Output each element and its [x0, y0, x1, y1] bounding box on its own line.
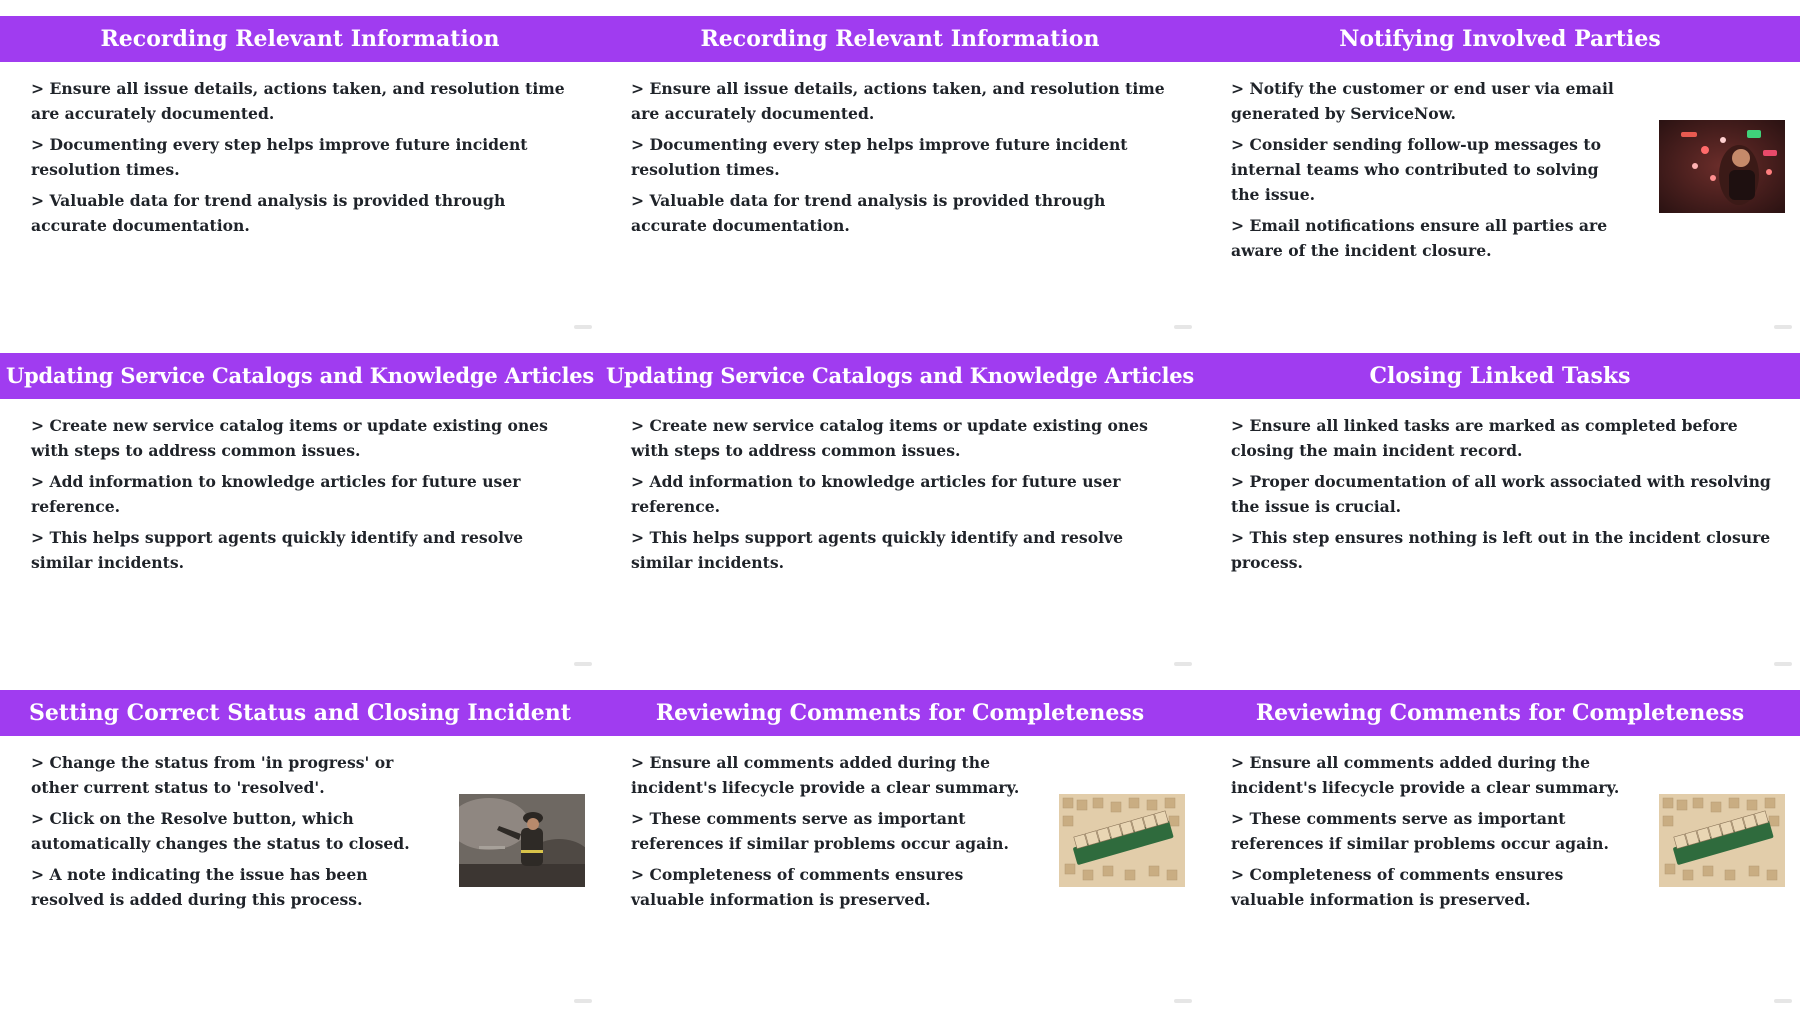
bullet-item: > Create new service catalog items or update existing ones with steps to address common issues.	[631, 416, 1148, 460]
watermark-logo	[574, 325, 592, 329]
bullet-item: > This helps support agents quickly identify and resolve similar incidents.	[31, 528, 523, 572]
bullet-item: > Ensure all linked tasks are marked as completed before closing the main incident record.	[1231, 416, 1738, 460]
slide-title: Recording Relevant Information	[600, 16, 1200, 62]
slide-9	[1200, 674, 1800, 1011]
watermark-logo	[574, 999, 592, 1003]
bullet-list	[631, 413, 1171, 581]
bullet-item: > These comments serve as important references if similar problems occur again.	[1231, 809, 1609, 853]
bullet-item: > Documenting every step helps improve future incident resolution times.	[31, 135, 528, 179]
feedback-letter-tiles-photo	[1059, 794, 1185, 887]
slide-title: Setting Correct Status and Closing Incident	[0, 690, 600, 736]
watermark-logo	[574, 662, 592, 666]
bullet-item: > Email notifications ensure all parties are aware of the incident closure.	[1231, 216, 1608, 260]
slide-title: Notifying Involved Parties	[1200, 16, 1800, 62]
bullet-item: > Ensure all issue details, actions taken, and resolution time are accurately documented.	[631, 79, 1165, 123]
slide-6	[1200, 337, 1800, 674]
firefighter-photo	[459, 794, 585, 887]
bullet-item: > A note indicating the issue has been resolved is added during this process.	[31, 865, 368, 909]
slide-2	[600, 0, 1200, 337]
bullet-list	[1231, 750, 1631, 918]
bullet-item: > These comments serve as important references if similar problems occur again.	[631, 809, 1009, 853]
bullet-item: > Add information to knowledge articles for future user reference.	[31, 472, 521, 516]
bullet-item: > This step ensures nothing is left out in the incident closure process.	[1231, 528, 1771, 572]
person-with-notification-icons-photo	[1659, 120, 1785, 213]
bullet-item: > Documenting every step helps improve future incident resolution times.	[631, 135, 1128, 179]
bullet-item: > Click on the Resolve button, which automatically changes the status to closed.	[31, 809, 410, 853]
bullet-item: > Consider sending follow-up messages to internal teams who contributed to solving the issue.	[1231, 135, 1601, 204]
bullet-list	[31, 413, 571, 581]
watermark-logo	[1174, 662, 1192, 666]
slide-7	[0, 674, 600, 1011]
bullet-list	[631, 76, 1171, 244]
bullet-list	[631, 750, 1031, 918]
bullet-list	[31, 750, 431, 918]
bullet-item: > Ensure all issue details, actions taken, and resolution time are accurately documented.	[31, 79, 565, 123]
bullet-list	[31, 76, 571, 244]
bullet-item: > Valuable data for trend analysis is provided through accurate documentation.	[31, 191, 506, 235]
bullet-item: > Completeness of comments ensures valuable information is preserved.	[631, 865, 964, 909]
bullet-item: > This helps support agents quickly identify and resolve similar incidents.	[631, 528, 1123, 572]
slide-title: Updating Service Catalogs and Knowledge Articles	[0, 353, 600, 399]
slide-5	[600, 337, 1200, 674]
bullet-item: > Ensure all comments added during the incident's lifecycle provide a clear summary.	[1231, 753, 1620, 797]
slide-title: Closing Linked Tasks	[1200, 353, 1800, 399]
slide-1	[0, 0, 600, 337]
bullet-item: > Valuable data for trend analysis is provided through accurate documentation.	[631, 191, 1106, 235]
bullet-item: > Add information to knowledge articles for future user reference.	[631, 472, 1121, 516]
watermark-logo	[1174, 325, 1192, 329]
slide-title: Recording Relevant Information	[0, 16, 600, 62]
slide-4	[0, 337, 600, 674]
slide-title: Reviewing Comments for Completeness	[1200, 690, 1800, 736]
bullet-item: > Change the status from 'in progress' or other current status to 'resolved'.	[31, 753, 394, 797]
watermark-logo	[1174, 999, 1192, 1003]
bullet-item: > Completeness of comments ensures valuable information is preserved.	[1231, 865, 1564, 909]
bullet-list	[1231, 76, 1631, 269]
slide-title: Updating Service Catalogs and Knowledge Articles	[600, 353, 1200, 399]
watermark-logo	[1774, 999, 1792, 1003]
slide-title: Reviewing Comments for Completeness	[600, 690, 1200, 736]
slide-8	[600, 674, 1200, 1011]
bullet-item: > Notify the customer or end user via email generated by ServiceNow.	[1231, 79, 1614, 123]
feedback-letter-tiles-photo	[1659, 794, 1785, 887]
bullet-item: > Proper documentation of all work associated with resolving the issue is crucial.	[1231, 472, 1771, 516]
bullet-item: > Ensure all comments added during the incident's lifecycle provide a clear summary.	[631, 753, 1020, 797]
slide-3	[1200, 0, 1800, 337]
watermark-logo	[1774, 325, 1792, 329]
watermark-logo	[1774, 662, 1792, 666]
bullet-item: > Create new service catalog items or update existing ones with steps to address common issues.	[31, 416, 548, 460]
bullet-list	[1231, 413, 1771, 581]
